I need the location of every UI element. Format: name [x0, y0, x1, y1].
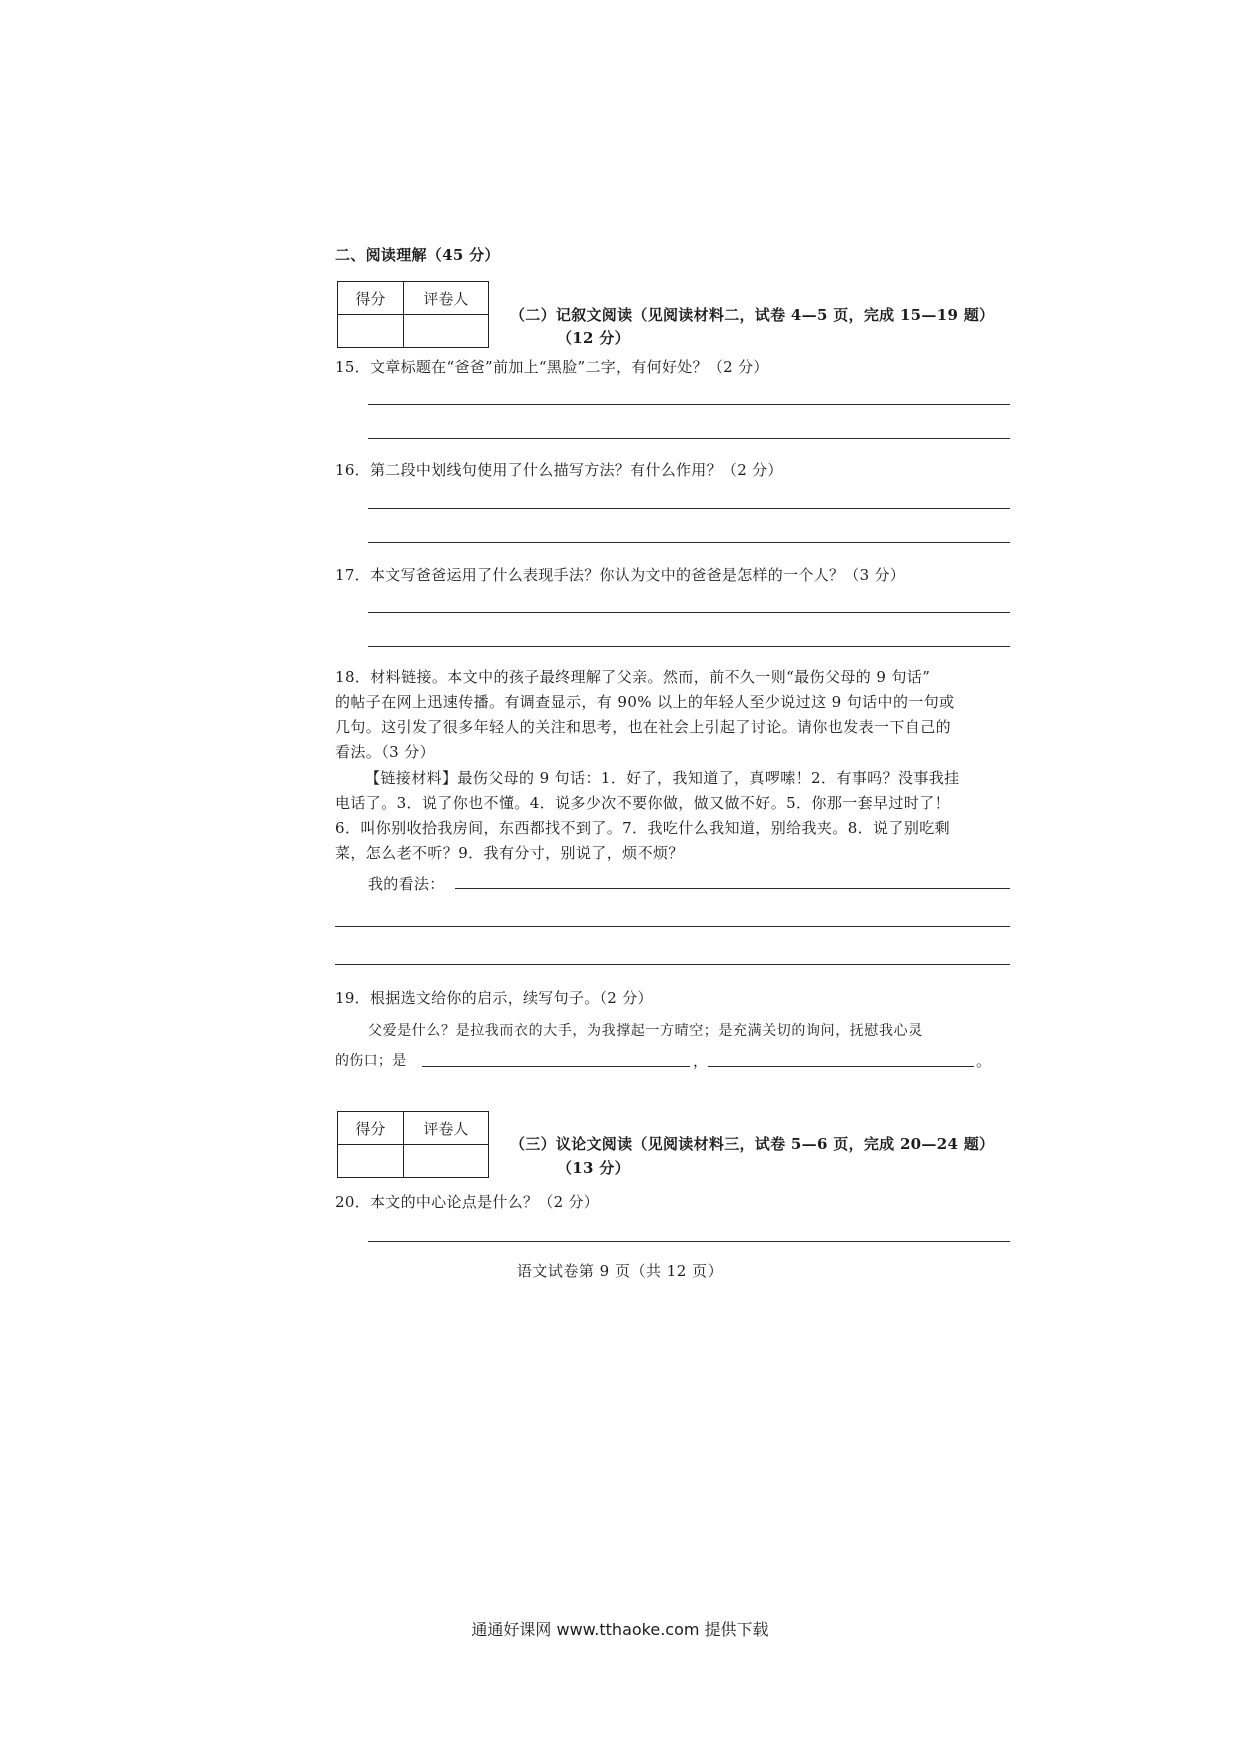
q19-text-1: 父爱是什么？是拉我而衣的大手，为我撑起一方晴空；是充满关切的询问，抚慰我心灵	[368, 1023, 923, 1039]
q19-comma: ，	[693, 1052, 709, 1070]
material-line: 电话了。3．说了你也不懂。4．说多少次不要你做，做又做不好。5．你那一套早过时了！	[335, 794, 951, 812]
material-line: 【链接材料】最伤父母的 9 句话：1．好了，我知道了，真啰嗦！2．有事吗？没事我挂	[365, 769, 960, 787]
answer-line-17a[interactable]	[368, 612, 1010, 613]
q18-line: 18．材料链接。本文中的孩子最终理解了父亲。然而，前不久一则“最伤父母的 9 句话”	[335, 668, 931, 686]
grader-cell[interactable]	[403, 315, 488, 348]
question-19: 19．根据选文给你的启示，续写句子。（2 分）	[335, 989, 653, 1007]
q18-line: 几句。这引发了很多年轻人的关注和思考，也在社会上引起了讨论。请你也发表一下自己的	[335, 718, 952, 736]
answer-line-16b[interactable]	[368, 542, 1010, 543]
section-title: 二、阅读理解（45 分）	[335, 246, 500, 264]
score-header: 得分	[338, 282, 404, 315]
material-line: 6．叫你别收拾我房间，东西都找不到了。7．我吃什么我知道，别给我夹。8．说了别吃剩	[335, 819, 951, 837]
opinion-line-3[interactable]	[335, 964, 1010, 965]
grader-cell[interactable]	[403, 1145, 488, 1178]
q18-line: 的帖子在网上迅速传播。有调查显示，有 90% 以上的年轻人至少说过这 9 句话中的一句或	[335, 693, 955, 711]
grader-header: 评卷人	[403, 1112, 488, 1145]
question-20: 20．本文的中心论点是什么？（2 分）	[335, 1193, 600, 1211]
q19-period: 。	[976, 1052, 992, 1070]
q19-blank-1[interactable]	[422, 1066, 690, 1067]
part2-points: （12 分）	[557, 329, 630, 347]
question-15: 15．文章标题在“爸爸”前加上“黑脸”二字，有何好处？（2 分）	[335, 358, 769, 376]
score-cell[interactable]	[338, 315, 404, 348]
site-footer: 通通好课网 www.tthaoke.com 提供下载	[471, 1620, 769, 1639]
answer-line-15b[interactable]	[368, 438, 1010, 439]
score-header: 得分	[338, 1112, 404, 1145]
page-number: 语文试卷第 9 页（共 12 页）	[516, 1262, 724, 1280]
opinion-line-1[interactable]	[455, 888, 1010, 889]
score-cell[interactable]	[338, 1145, 404, 1178]
q19-blank-2[interactable]	[708, 1066, 974, 1067]
opinion-label: 我的看法：	[368, 875, 445, 893]
part3-heading: （三）议论文阅读（见阅读材料三，试卷 5—6 页，完成 20—24 题）	[510, 1135, 995, 1153]
opinion-line-2[interactable]	[335, 926, 1010, 927]
question-17: 17．本文写爸爸运用了什么表现手法？你认为文中的爸爸是怎样的一个人？（3 分）	[335, 566, 906, 584]
part2-heading: （二）记叙文阅读（见阅读材料二，试卷 4—5 页，完成 15—19 题）	[510, 306, 995, 324]
part3-points: （13 分）	[557, 1159, 630, 1177]
question-16: 16．第二段中划线句使用了什么描写方法？有什么作用？（2 分）	[335, 461, 783, 479]
question-18	[335, 665, 1015, 765]
linked-material	[335, 766, 1015, 866]
answer-line-16a[interactable]	[368, 508, 1010, 509]
q18-line: 看法。（3 分）	[335, 743, 436, 761]
score-table	[337, 1111, 489, 1178]
grader-header: 评卷人	[403, 282, 488, 315]
answer-line-15a[interactable]	[368, 404, 1010, 405]
q19-text-2: 的伤口；是	[335, 1053, 407, 1069]
answer-line-17b[interactable]	[368, 646, 1010, 647]
answer-line-20a[interactable]	[368, 1241, 1010, 1242]
score-table	[337, 281, 489, 348]
material-line: 菜，怎么老不听？9．我有分寸，别说了，烦不烦？	[335, 844, 684, 862]
